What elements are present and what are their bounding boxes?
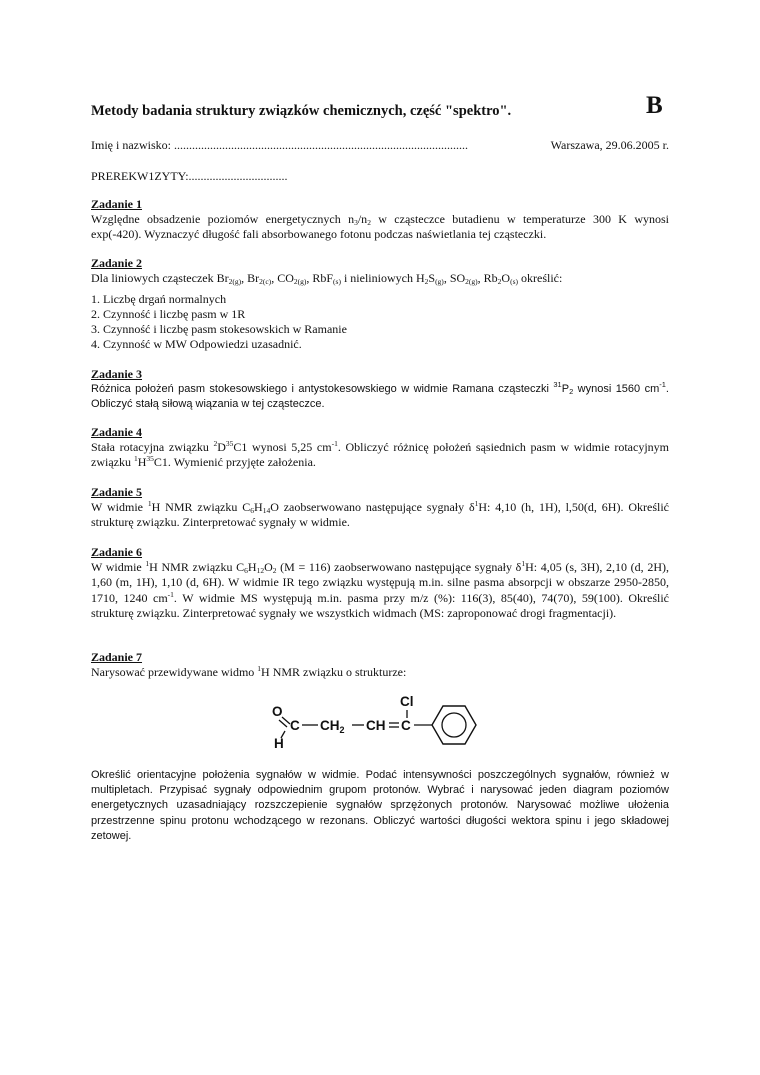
atom-carbon-carbonyl: C <box>290 718 300 733</box>
task-3-title: Zadanie 3 <box>91 367 143 381</box>
atom-carbon-vinyl: C <box>401 718 411 733</box>
task-4 <box>91 425 669 471</box>
task-1-text: Względne obsadzenie poziomów energetycznych $n_3/n_2$ w cząsteczce butadienu w temperaturze 300 K wynosi exp(-420). Wyznaczyć długość fali absorbowanego fotonu podczas naświetlania tej cząsteczki. <box>91 212 669 242</box>
task-2 <box>91 256 669 352</box>
task-4-text: Stała rotacyjna związku $^2D^{35}C1$ wynosi 5,25 $cm^{-1}$. Obliczyć różnicę położeń sąsiednich pasm w widmie rotacyjnym związku $^1H^{35}C1$. Wymienić przyjęte założenia. <box>91 439 669 470</box>
task-1 <box>91 197 669 243</box>
exam-variant: B <box>646 92 663 119</box>
task-2-list <box>91 292 669 352</box>
structural-formula <box>268 693 500 753</box>
list-item: 1. Liczbę drgań normalnych <box>91 292 227 307</box>
list-item: 4. Czynność w MW Odpowiedzi uzasadnić. <box>91 337 302 352</box>
task-6-text: W widmie $^1$H NMR związku $C_6H_{12}O_2$ (M = 116) zaobserwowano następujące sygnały $\delta^1H$: 4,05 (s, 3H), 2,10 (d, 2H), 1,60 (m, 1H), 1,10 (d, 6H). W widmie IR tego związku występują m.in. silne pasma absorpcji w obszarze 2950-2850, 1710, 1240 $cm^{-1}$. W widmie MS występują m.in. pasma przy m/z (%): 116(3), 85(40), 74(70), 59(100). Określić strukturę związku. Zinterpretować sygnały we wszystkich widmach (MS: zaproponować drogi fragmentacji). <box>91 559 669 620</box>
task-7-title: Zadanie 7 <box>91 650 143 664</box>
atom-chlorine: Cl <box>400 694 414 709</box>
task-7-continuation <box>91 768 669 844</box>
task-6-title: Zadanie 6 <box>91 545 143 559</box>
task-7-text: Narysować przewidywane widmo $^1$H NMR związku o strukturze: <box>91 664 407 680</box>
task-2-text: Dla liniowych cząsteczek $Br_{2(g)}$, $Br_{2(c)}$, $CO_{2(g)}$, RbF$_{(s)}$ i nieliniowych $H_2S_{(g)}$, $SO_{2(g)}$, $Rb_2O_{(s)}$ określić: <box>91 271 563 287</box>
name-field-line: Imię i nazwisko: .................................................................................................. <box>91 138 468 152</box>
task-3-text: Różnica położeń pasm stokesowskiego i antystokesowskiego w widmie Ramana cząsteczki $^{31}P_2$ wynosi 1560 $cm^{-1}$. Obliczyć stałą siłową wiązania w tej cząsteczce. <box>91 380 669 411</box>
task-5 <box>91 485 669 531</box>
task-5-text: W widmie $^1$H NMR związku $C_6H_{14}O$ zaobserwowano następujące sygnały $\delta^1H$: 4,10 (h, 1H), l,50(d, 6H). Określić strukturę związku. Zinterpretować sygnały w widmie. <box>91 499 669 530</box>
task-3 <box>91 367 669 413</box>
task-2-title: Zadanie 2 <box>91 256 143 270</box>
group-ch2: $CH_2$ <box>320 718 345 735</box>
prerequisites-line: PREREKW1ZYTY:................................. <box>91 169 288 183</box>
task-7-instructions: Określić orientacyjne położenia sygnałów w widmie. Podać intensywności poszczególnych sygnałów, również w multipletach. Przypisać sygnały odpowiednim grupom protonów. Wybrać i narysować jeden diagram poziomów energetycznych uzasadniający rozszczepienie sygnałów sprzężonych protonów. Narysować możliwe ułożenia przestrzenne spinu protonu wchodzącego w rezonans. Obliczyć wartości długości wektora spinu i jego składowej zetowej. <box>91 769 669 842</box>
place-date: Warszawa, 29.06.2005 r. <box>550 138 669 152</box>
group-ch: CH <box>366 718 386 733</box>
list-item: 3. Czynność i liczbę pasm stokesowskich w Ramanie <box>91 322 347 337</box>
task-1-title: Zadanie 1 <box>91 197 143 211</box>
task-5-title: Zadanie 5 <box>91 485 143 499</box>
atom-hydrogen: H <box>274 736 284 751</box>
task-4-title: Zadanie 4 <box>91 425 143 439</box>
document-title: Metody badania struktury związków chemicznych, część "spektro". <box>91 103 512 119</box>
task-6 <box>91 545 669 621</box>
list-item: 2. Czynność i liczbę pasm w 1R <box>91 307 246 322</box>
task-7 <box>91 650 669 680</box>
atom-oxygen: O <box>272 704 283 719</box>
